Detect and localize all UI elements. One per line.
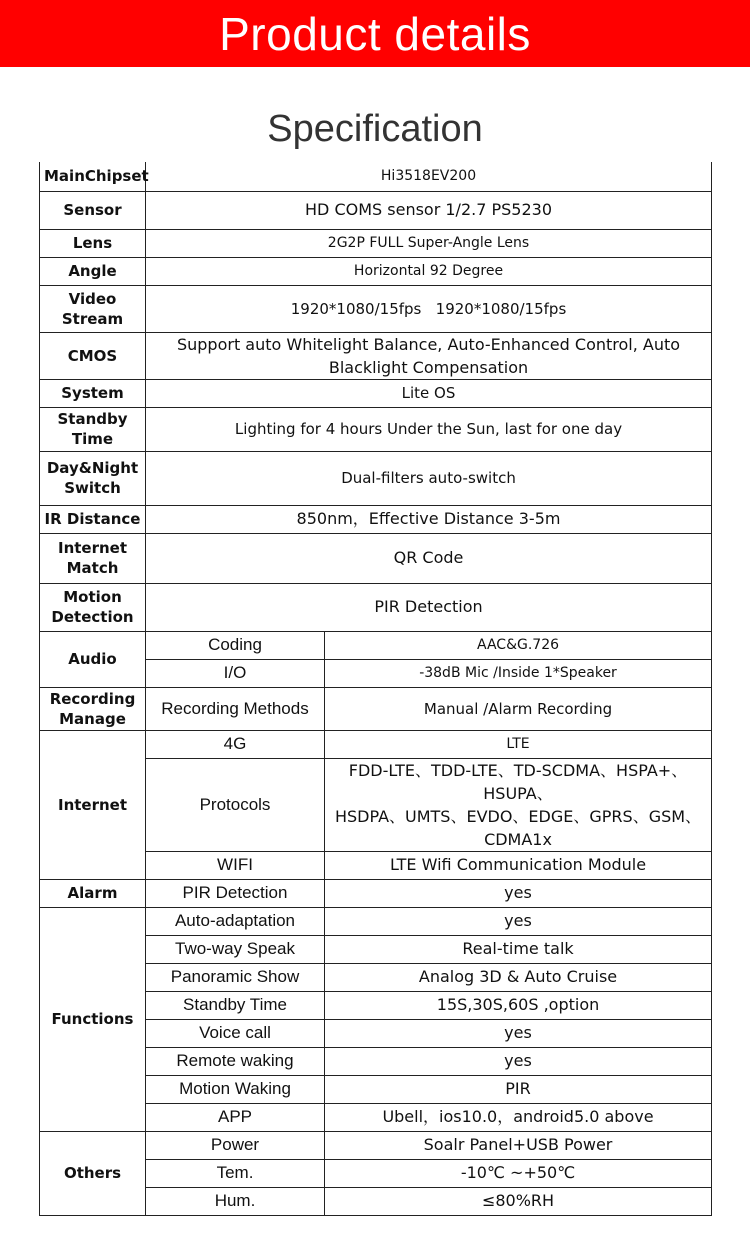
table-row	[40, 687, 712, 730]
spec-value: Support auto Whitelight Balance, Auto-Enhanced Control, Auto Blacklight Compensation	[146, 332, 712, 379]
section-title: Specification	[267, 108, 483, 150]
spec-value: yes	[325, 1047, 712, 1075]
spec-label: Recording Manage	[40, 687, 146, 730]
spec-label: MainChipset	[40, 162, 146, 191]
table-row	[40, 907, 712, 935]
spec-subname: Two-way Speak	[146, 935, 325, 963]
spec-label: Motion Detection	[40, 583, 146, 631]
spec-value: 850nm，Effective Distance 3-5m	[146, 505, 712, 533]
spec-value: 1920*1080/15fps 1920*1080/15fps	[146, 285, 712, 332]
spec-value: PIR Detection	[146, 583, 712, 631]
spec-value: Real-time talk	[325, 935, 712, 963]
spec-subname: I/O	[146, 659, 325, 687]
spec-value: Dual-filters auto-switch	[146, 451, 712, 505]
spec-value: 2G2P FULL Super-Angle Lens	[146, 229, 712, 257]
spec-value: LTE Wifi Communication Module	[325, 851, 712, 879]
spec-label: Internet	[40, 730, 146, 879]
header-banner	[0, 0, 750, 67]
spec-value: PIR	[325, 1075, 712, 1103]
table-row	[40, 730, 712, 758]
spec-subname: Panoramic Show	[146, 963, 325, 991]
table-row	[40, 257, 712, 285]
spec-subname: Remote waking	[146, 1047, 325, 1075]
table-row	[40, 879, 712, 907]
spec-label: Others	[40, 1131, 146, 1215]
page-title: Product details	[219, 7, 531, 60]
spec-value: -38dB Mic /Inside 1*Speaker	[325, 659, 712, 687]
spec-value: yes	[325, 879, 712, 907]
spec-value: Soalr Panel+USB Power	[325, 1131, 712, 1159]
table-row	[40, 229, 712, 257]
spec-table	[39, 162, 712, 1216]
spec-subname: Standby Time	[146, 991, 325, 1019]
spec-value: ≤80%RH	[325, 1187, 712, 1215]
spec-value: LTE	[325, 730, 712, 758]
spec-label: CMOS	[40, 332, 146, 379]
table-row	[40, 583, 712, 631]
spec-label: IR Distance	[40, 505, 146, 533]
table-row	[40, 191, 712, 229]
table-row	[40, 379, 712, 407]
spec-label: Internet Match	[40, 533, 146, 583]
table-row	[40, 631, 712, 659]
spec-subname: Voice call	[146, 1019, 325, 1047]
spec-label: Standby Time	[40, 407, 146, 451]
spec-value: 15S,30S,60S ,option	[325, 991, 712, 1019]
spec-label: Video Stream	[40, 285, 146, 332]
table-row	[40, 162, 712, 191]
spec-subname: Protocols	[146, 758, 325, 851]
spec-label: Audio	[40, 631, 146, 687]
spec-subname: Recording Methods	[146, 687, 325, 730]
table-row	[40, 332, 712, 379]
table-row	[40, 407, 712, 451]
spec-value: Manual /Alarm Recording	[325, 687, 712, 730]
spec-label: Sensor	[40, 191, 146, 229]
spec-value: -10℃ ~+50℃	[325, 1159, 712, 1187]
spec-subname: Tem.	[146, 1159, 325, 1187]
spec-subname: PIR Detection	[146, 879, 325, 907]
spec-label: System	[40, 379, 146, 407]
spec-subname: WIFI	[146, 851, 325, 879]
spec-value: yes	[325, 1019, 712, 1047]
spec-label: Functions	[40, 907, 146, 1131]
spec-subname: Hum.	[146, 1187, 325, 1215]
spec-subname: Motion Waking	[146, 1075, 325, 1103]
spec-subname: APP	[146, 1103, 325, 1131]
spec-subname: Power	[146, 1131, 325, 1159]
spec-value: AAC&G.726	[325, 631, 712, 659]
table-row	[40, 285, 712, 332]
table-row	[40, 1131, 712, 1159]
protocols-line-1: FDD-LTE、TDD-LTE、TD-SCDMA、HSPA+、HSUPA、	[348, 760, 688, 803]
spec-label: Day&Night Switch	[40, 451, 146, 505]
spec-value: Hi3518EV200	[146, 162, 712, 191]
spec-value: Ubell，ios10.0，android5.0 above	[325, 1103, 712, 1131]
spec-value: Analog 3D & Auto Cruise	[325, 963, 712, 991]
table-row	[40, 533, 712, 583]
spec-value: Lighting for 4 hours Under the Sun, last for one day	[146, 407, 712, 451]
spec-label: Alarm	[40, 879, 146, 907]
spec-value: QR Code	[146, 533, 712, 583]
spec-value: Lite OS	[146, 379, 712, 407]
spec-subname: Coding	[146, 631, 325, 659]
spec-subname: Auto-adaptation	[146, 907, 325, 935]
spec-value	[325, 758, 712, 851]
spec-label: Angle	[40, 257, 146, 285]
table-row	[40, 505, 712, 533]
table-row	[40, 451, 712, 505]
spec-label: Lens	[40, 229, 146, 257]
protocols-line-2: HSDPA、UMTS、EVDO、EDGE、GPRS、GSM、CDMA1x	[334, 806, 702, 849]
spec-value: Horizontal 92 Degree	[146, 257, 712, 285]
spec-value: HD COMS sensor 1/2.7 PS5230	[146, 191, 712, 229]
spec-value: yes	[325, 907, 712, 935]
spec-subname: 4G	[146, 730, 325, 758]
